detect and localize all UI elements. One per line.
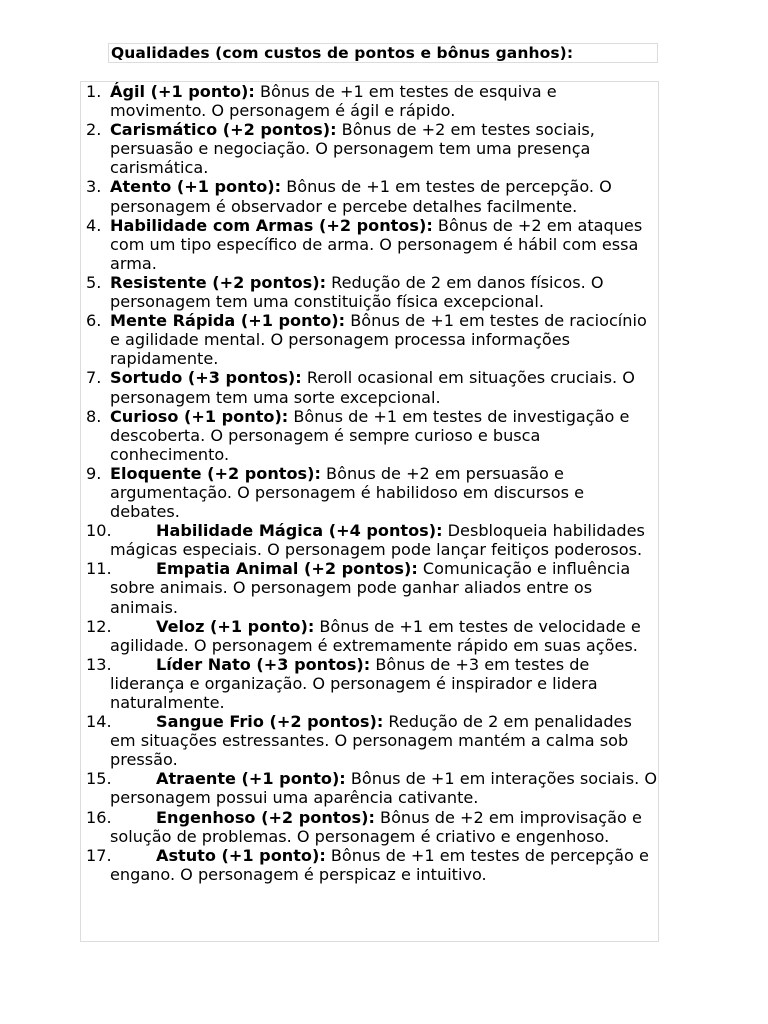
list-item <box>86 617 658 655</box>
item-description: Bônus de +1 em testes de esquiva e movimento. O personagem é ágil e rápido. <box>110 82 557 121</box>
item-number: 1. <box>86 82 102 101</box>
item-description: Bônus de +1 em interações sociais. O personagem possui uma aparência cativante. <box>110 769 658 808</box>
item-number: 7. <box>86 368 102 388</box>
item-name: Engenhoso (+2 pontos): <box>156 807 375 827</box>
item-name: Veloz (+1 ponto): <box>156 616 315 636</box>
item-number: 3. <box>86 177 102 197</box>
list-item <box>86 216 658 273</box>
item-description: Bônus de +1 em testes de percepção e engano. O personagem é perspicaz e intuitivo. <box>110 845 649 884</box>
document-title: Qualidades (com custos de pontos e bônus ganhos): <box>111 44 574 62</box>
list-item <box>86 120 658 177</box>
list-item <box>86 311 658 368</box>
item-name: Eloquente (+2 pontos): <box>110 463 321 483</box>
item-number: 14. <box>86 712 112 732</box>
list-item <box>86 407 658 464</box>
list-item <box>86 655 658 712</box>
list-item <box>86 846 658 884</box>
item-number: 12. <box>86 616 112 636</box>
list-item <box>86 808 658 846</box>
item-number: 13. <box>86 654 112 674</box>
item-name: Atraente (+1 ponto): <box>156 769 346 789</box>
list-item <box>86 521 658 559</box>
item-description: Bônus de +2 em testes sociais, persuasão e negociação. O personagem tem uma presença carismática. <box>110 120 595 178</box>
item-name: Ágil (+1 ponto): <box>110 82 255 101</box>
item-description: Desbloqueia habilidades mágicas especiais. O personagem pode lançar feitiços poderosos. <box>110 521 645 560</box>
item-number: 5. <box>86 272 102 292</box>
item-description: Bônus de +3 em testes de liderança e organização. O personagem é inspirador e lidera naturalmente. <box>110 654 598 712</box>
item-description: Bônus de +2 em improvisação e solução de problemas. O personagem é criativo e engenhoso. <box>110 807 642 846</box>
item-name: Resistente (+2 pontos): <box>110 272 327 292</box>
item-description: Redução de 2 em danos físicos. O personagem tem uma constituição física excepcional. <box>110 272 604 312</box>
item-name: Habilidade com Armas (+2 pontos): <box>110 215 433 235</box>
item-number: 6. <box>86 311 102 331</box>
item-number: 4. <box>86 215 102 235</box>
item-description: Bônus de +1 em testes de percepção. O personagem é observador e percebe detalhes facilmente. <box>110 177 612 216</box>
list-item <box>86 769 658 807</box>
item-number: 15. <box>86 769 112 789</box>
item-name: Atento (+1 ponto): <box>110 177 282 197</box>
list-item <box>86 82 658 120</box>
item-description: Bônus de +2 em ataques com um tipo específico de arma. O personagem é hábil com essa arma. <box>110 215 643 273</box>
item-number: 11. <box>86 559 112 579</box>
item-number: 16. <box>86 807 112 827</box>
item-number: 10. <box>86 521 112 541</box>
item-number: 17. <box>86 845 112 865</box>
qualities-list <box>86 82 658 884</box>
item-description: Bônus de +2 em persuasão e argumentação. O personagem é habilidoso em discursos e debates. <box>110 463 584 522</box>
list-item <box>86 464 658 521</box>
list-item <box>86 559 658 616</box>
item-description: Reroll ocasional em situações cruciais. O personagem tem uma sorte excepcional. <box>110 368 635 407</box>
item-description: Bônus de +1 em testes de velocidade e agilidade. O personagem é extremamente rápido em suas ações. <box>110 616 641 655</box>
item-description: Bônus de +1 em testes de investigação e descoberta. O personagem é sempre curioso e busca conhecimento. <box>110 406 630 464</box>
item-description: Bônus de +1 em testes de raciocínio e agilidade mental. O personagem processa informações rapidamente. <box>110 311 647 369</box>
item-name: Sortudo (+3 pontos): <box>110 368 302 388</box>
item-description: Comunicação e influência sobre animais. O personagem pode ganhar aliados entre os animais. <box>110 559 631 617</box>
list-item <box>86 368 658 406</box>
item-name: Mente Rápida (+1 ponto): <box>110 311 346 331</box>
item-name: Sangue Frio (+2 pontos): <box>156 712 384 732</box>
item-name: Astuto (+1 ponto): <box>156 845 326 865</box>
item-name: Líder Nato (+3 pontos): <box>156 654 371 674</box>
qualities-box <box>80 81 659 942</box>
title-box <box>108 43 658 63</box>
item-name: Carismático (+2 pontos): <box>110 120 337 140</box>
item-number: 2. <box>86 120 102 140</box>
item-description: Redução de 2 em penalidades em situações estressantes. O personagem mantém a calma sob pressão. <box>110 712 632 770</box>
list-item <box>86 712 658 769</box>
list-item <box>86 273 658 311</box>
item-number: 8. <box>86 406 102 426</box>
item-name: Empatia Animal (+2 pontos): <box>156 559 418 579</box>
item-name: Habilidade Mágica (+4 pontos): <box>156 521 443 541</box>
item-name: Curioso (+1 ponto): <box>110 406 289 426</box>
list-item <box>86 177 658 215</box>
item-number: 9. <box>86 463 102 483</box>
